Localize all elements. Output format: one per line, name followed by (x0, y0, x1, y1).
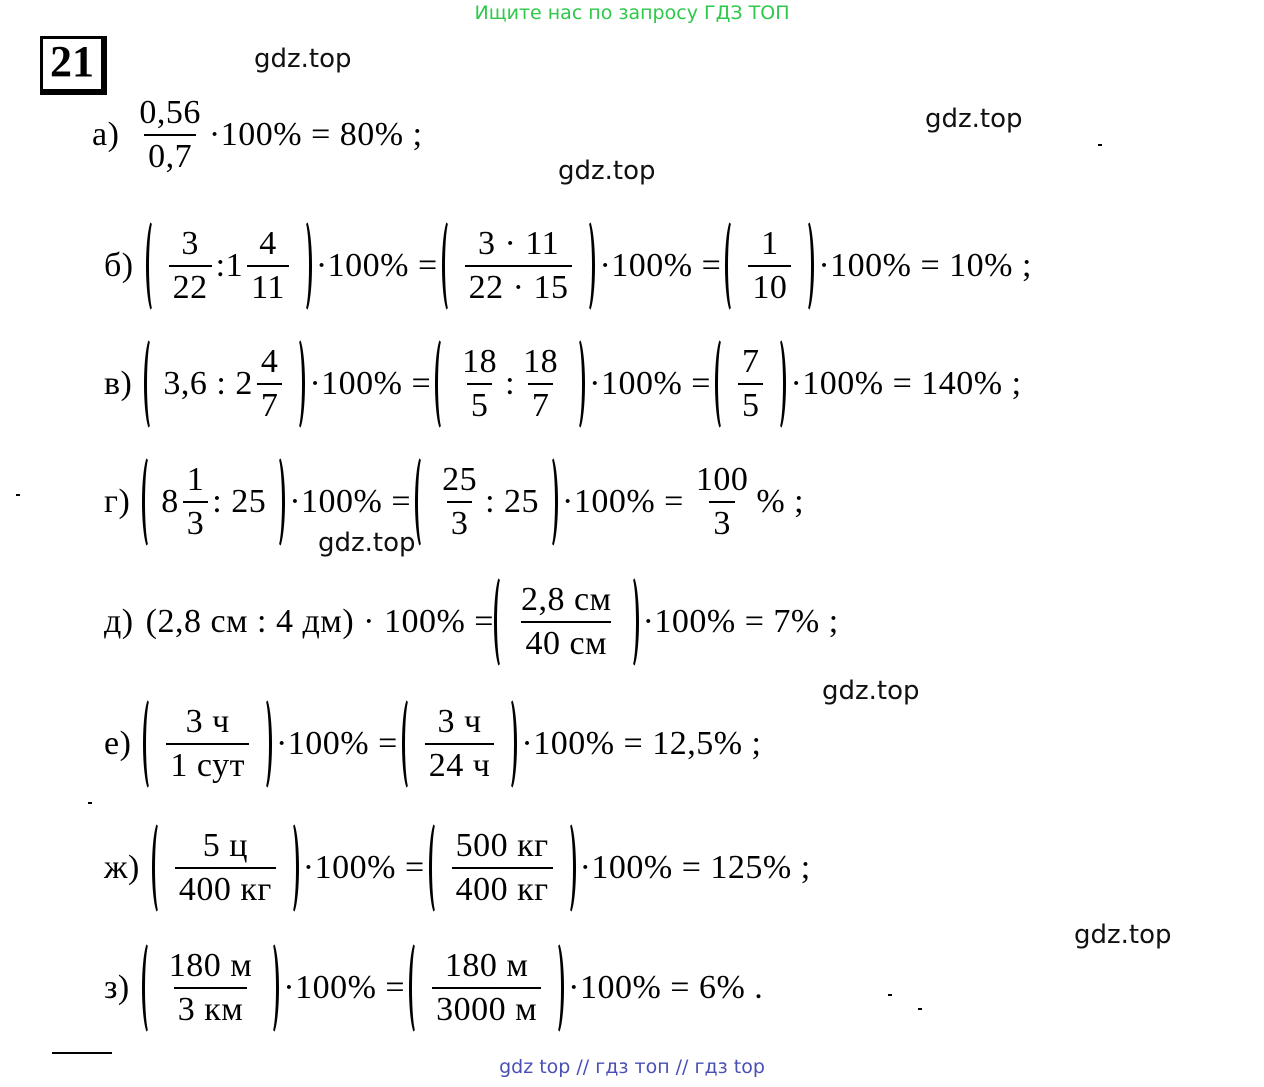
parenthesis-group (146, 218, 312, 314)
denominator: 7 (257, 383, 283, 423)
numerator: 18 (462, 343, 498, 380)
denominator: 24 ч (425, 743, 495, 783)
label-b: б) (104, 247, 134, 284)
denominator: 5 (738, 383, 764, 423)
numerator: 180 м (168, 947, 253, 984)
numerator: 2,8 см (520, 581, 612, 618)
denominator: 3 (447, 501, 473, 541)
equation-d (104, 574, 843, 670)
whole-part: 8 (161, 483, 179, 520)
denominator: 3 (183, 501, 209, 541)
denominator: 3000 м (432, 987, 541, 1027)
watermark: gdz.top (1074, 920, 1172, 950)
scan-speck (918, 1008, 922, 1010)
expression: 3,6 : 2 (163, 365, 253, 402)
underline-rule (52, 1052, 112, 1054)
operator: ·100% = (589, 365, 711, 402)
result: % ; (756, 483, 805, 520)
equation-g (104, 454, 804, 550)
parenthesis-group (144, 336, 305, 432)
parenthesis-group (415, 454, 558, 550)
equation-a (92, 96, 423, 174)
watermark: gdz.top (558, 156, 656, 186)
label-a: а) (92, 116, 120, 153)
denominator: 1 сут (166, 743, 249, 783)
denominator: 5 (467, 383, 493, 423)
denominator: 22 · 15 (465, 265, 573, 305)
result: ·100% = 7% ; (642, 603, 839, 640)
expression: : 25 (212, 483, 267, 520)
denominator: 400 кг (452, 867, 553, 907)
result: ·100% = 6% . (568, 969, 764, 1006)
parenthesis-group (402, 696, 518, 792)
numerator: 25 (442, 461, 478, 498)
parenthesis-group (725, 218, 814, 314)
scan-speck (1098, 144, 1102, 146)
top-banner: Ищите нас по запросу ГДЗ ТОП (474, 2, 790, 24)
parenthesis-group (435, 336, 585, 432)
parenthesis-group (142, 940, 280, 1036)
result: ·100% = 125% ; (579, 849, 811, 886)
parenthesis-group (715, 336, 787, 432)
denominator: 10 (748, 265, 791, 305)
parenthesis-group (429, 820, 576, 916)
operator: ·100% = (302, 849, 425, 886)
label-v: в) (104, 365, 133, 402)
watermark: gdz.top (318, 528, 416, 558)
numerator: 3 ч (437, 703, 482, 740)
denominator: 3 (709, 501, 735, 541)
operator: ·100% = (599, 247, 722, 284)
numerator: 18 (523, 343, 559, 380)
numerator: 1 (761, 225, 779, 262)
parenthesis-group (442, 218, 596, 314)
parenthesis-group (152, 820, 299, 916)
operator: ·100% = (283, 969, 406, 1006)
parenthesis-group (143, 696, 272, 792)
denominator: 0,7 (144, 134, 196, 174)
parenthesis-group (142, 454, 285, 550)
operator: ·100% = (309, 365, 432, 402)
parenthesis-group (409, 940, 564, 1036)
denominator: 11 (247, 265, 289, 305)
numerator: 3 · 11 (478, 225, 560, 262)
numerator: 1 (186, 461, 205, 498)
expression-rest: ·100% = 80% ; (208, 116, 423, 153)
watermark: gdz.top (254, 44, 352, 74)
footer-watermark: gdz top // гдз топ // гдз top (499, 1056, 765, 1078)
numerator: 3 ч (185, 703, 230, 740)
denominator: 400 кг (175, 867, 276, 907)
scan-speck (888, 994, 892, 996)
equation-z (104, 940, 767, 1036)
parenthesis-group (494, 574, 639, 670)
watermark: gdz.top (822, 676, 920, 706)
denominator: 3 км (174, 987, 248, 1027)
numerator: 7 (741, 343, 760, 380)
result: ·100% = 140% ; (790, 365, 1022, 402)
problem-number: 21 (40, 36, 107, 95)
operator: : (215, 247, 226, 284)
equation-v (104, 336, 1026, 432)
numerator: 4 (259, 225, 277, 262)
numerator: 0,56 (139, 94, 201, 131)
label-zh: ж) (104, 849, 140, 886)
equation-zh (104, 820, 815, 916)
scan-speck (88, 802, 92, 804)
operator: ·100% = (289, 483, 412, 520)
label-z: з) (104, 969, 130, 1006)
equation-b (104, 218, 1036, 314)
denominator: 40 см (521, 621, 611, 661)
label-e: е) (104, 725, 132, 762)
numerator: 4 (260, 343, 279, 380)
operator: : (505, 365, 516, 402)
expression: : 25 (485, 483, 540, 520)
operator: ·100% = (275, 725, 398, 762)
numerator: 5 ц (202, 827, 248, 864)
operator: ·100% = (562, 483, 684, 520)
label-d: д) (104, 603, 134, 640)
operator: ·100% = (315, 247, 438, 284)
denominator: 7 (528, 383, 554, 423)
result: ·100% = 12,5% ; (521, 725, 762, 762)
equation-e (104, 696, 765, 792)
label-g: г) (104, 483, 131, 520)
numerator: 500 кг (455, 827, 549, 864)
numerator: 3 (181, 225, 199, 262)
numerator: 100 (695, 461, 749, 498)
expression: (2,8 см : 4 дм) · 100% = (145, 603, 494, 640)
whole-part: 1 (225, 247, 244, 284)
scan-speck (16, 494, 20, 496)
fraction (135, 96, 205, 174)
watermark: gdz.top (925, 104, 1023, 134)
numerator: 180 м (444, 947, 529, 984)
denominator: 22 (169, 265, 212, 305)
result: ·100% = 10% ; (818, 247, 1032, 284)
